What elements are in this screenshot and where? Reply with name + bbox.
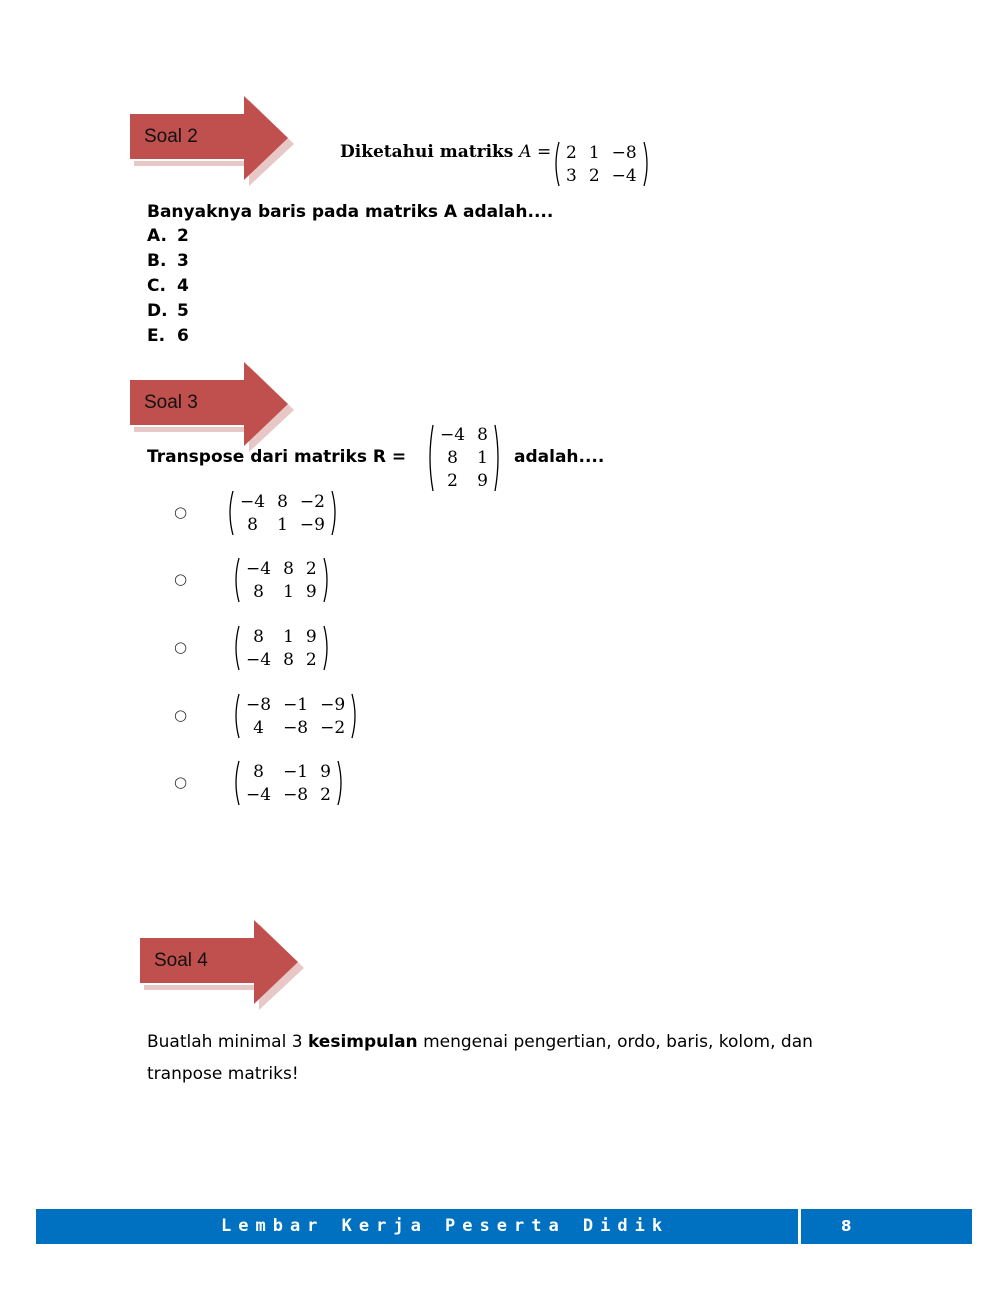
soal-3-question-suffix: adalah.... [514, 447, 605, 467]
right-paren-icon [331, 490, 339, 536]
radio-option-3[interactable]: ○ [174, 638, 188, 656]
soal-4-label: Soal 4 [154, 950, 208, 971]
matrix-cell: 8 [277, 491, 288, 512]
matrix-cell: 8 [477, 425, 488, 446]
choice-b[interactable] [147, 251, 189, 271]
matrix-cell: 3 [566, 165, 577, 186]
matrix-cell: 9 [320, 761, 331, 782]
soal-2-var: A [519, 142, 532, 162]
matrix-cell: −8 [246, 694, 272, 715]
soal-2-arrow-banner [128, 96, 303, 186]
soal-2-question: Banyaknya baris pada matriks A adalah.... [147, 202, 554, 222]
left-paren-icon [232, 557, 240, 603]
matrix-cell: 1 [477, 447, 488, 468]
left-paren-icon [232, 625, 240, 671]
matrix-cell: 8 [447, 447, 458, 468]
choice-letter: D. [147, 301, 168, 321]
matrix-cell: −4 [240, 491, 266, 512]
soal-2-eq: = [531, 142, 552, 162]
matrix-cell: −2 [299, 491, 325, 512]
choice-value: 2 [177, 226, 189, 246]
matrix-cell: −1 [283, 761, 309, 782]
matrix-cell: −2 [320, 717, 346, 738]
soal-3-label: Soal 3 [144, 392, 198, 413]
matrix-cell: 1 [283, 626, 294, 647]
left-paren-icon [226, 490, 234, 536]
matrix-cell: 2 [320, 784, 331, 805]
matrix-cell: −8 [283, 784, 309, 805]
right-paren-icon [323, 625, 331, 671]
matrix-cell: 2 [447, 470, 458, 491]
matrix-cell: −1 [283, 694, 309, 715]
soal-2-intro: Diketahui matriks [340, 142, 520, 162]
left-paren-icon [232, 693, 240, 739]
choice-c[interactable] [147, 276, 189, 296]
soal-4-text-before: Buatlah minimal 3 [147, 1032, 308, 1052]
matrix-cell: 1 [277, 514, 288, 535]
soal-3-question-prefix: Transpose dari matriks R = [147, 447, 407, 467]
right-paren-icon [337, 760, 345, 806]
matrix-cell: 9 [305, 581, 317, 602]
choice-value: 3 [177, 251, 189, 271]
option-matrix-2[interactable] [232, 557, 331, 603]
choice-value: 4 [177, 276, 189, 296]
choice-a[interactable] [147, 226, 189, 246]
matrix-cell: 8 [253, 626, 264, 647]
option-matrix-1[interactable] [226, 490, 339, 536]
left-paren-icon [232, 760, 240, 806]
choice-value: 5 [177, 301, 189, 321]
matrix-cell: 1 [283, 581, 294, 602]
left-paren-icon [552, 141, 560, 187]
matrix-cell: 8 [283, 649, 294, 670]
footer-title: Lembar Kerja Peserta Didik [221, 1216, 670, 1236]
matrix-cell: −9 [299, 514, 325, 535]
footer-bar [36, 1209, 972, 1244]
soal-2-label: Soal 2 [144, 126, 198, 147]
radio-option-5[interactable]: ○ [174, 773, 188, 791]
matrix-r [426, 424, 502, 492]
option-matrix-5[interactable] [232, 760, 345, 806]
soal-2-statement [340, 142, 551, 162]
choice-value: 6 [177, 326, 189, 346]
matrix-cell: −4 [611, 165, 637, 186]
matrix-cell: 8 [253, 581, 264, 602]
matrix-cell: 4 [253, 717, 264, 738]
soal-3-arrow-banner [128, 362, 303, 452]
matrix-cell: 2 [305, 558, 317, 579]
matrix-cell: −4 [246, 784, 272, 805]
matrix-cell: 2 [588, 165, 600, 186]
choice-letter: C. [147, 276, 166, 296]
matrix-cell: −8 [611, 142, 637, 163]
choice-letter: E. [147, 326, 166, 346]
choice-d[interactable] [147, 301, 189, 321]
matrix-cell: −9 [320, 694, 346, 715]
right-paren-icon [643, 141, 651, 187]
matrix-cell: 9 [477, 470, 488, 491]
option-matrix-4[interactable] [232, 693, 359, 739]
page-number: 8 [841, 1217, 852, 1235]
matrix-a [552, 141, 651, 187]
matrix-cell: −8 [283, 717, 309, 738]
matrix-cell: 8 [253, 761, 264, 782]
right-paren-icon [323, 557, 331, 603]
matrix-cell: −4 [246, 558, 272, 579]
radio-option-4[interactable]: ○ [174, 706, 188, 724]
radio-option-2[interactable]: ○ [174, 570, 188, 588]
footer-divider [798, 1209, 801, 1244]
choice-letter: B. [147, 251, 167, 271]
soal-4-text-bold: kesimpulan [307, 1032, 418, 1052]
soal-4-text-after: mengenai pengertian, ordo, baris, kolom, dan tranpose matriks! [147, 1032, 813, 1084]
soal-4-arrow-banner [138, 920, 313, 1010]
matrix-cell: −4 [246, 649, 272, 670]
soal-4-instruction [147, 1026, 887, 1090]
right-paren-icon [494, 424, 502, 492]
matrix-cell: 2 [305, 649, 317, 670]
matrix-cell: 8 [283, 558, 294, 579]
matrix-cell: 1 [588, 142, 600, 163]
radio-option-1[interactable]: ○ [174, 503, 188, 521]
right-paren-icon [351, 693, 359, 739]
option-matrix-3[interactable] [232, 625, 331, 671]
matrix-cell: 2 [566, 142, 577, 163]
left-paren-icon [426, 424, 434, 492]
matrix-cell: 9 [305, 626, 317, 647]
choice-letter: A. [147, 226, 167, 246]
matrix-cell: −4 [440, 425, 466, 446]
choice-e[interactable] [147, 326, 189, 346]
matrix-cell: 8 [247, 514, 258, 535]
